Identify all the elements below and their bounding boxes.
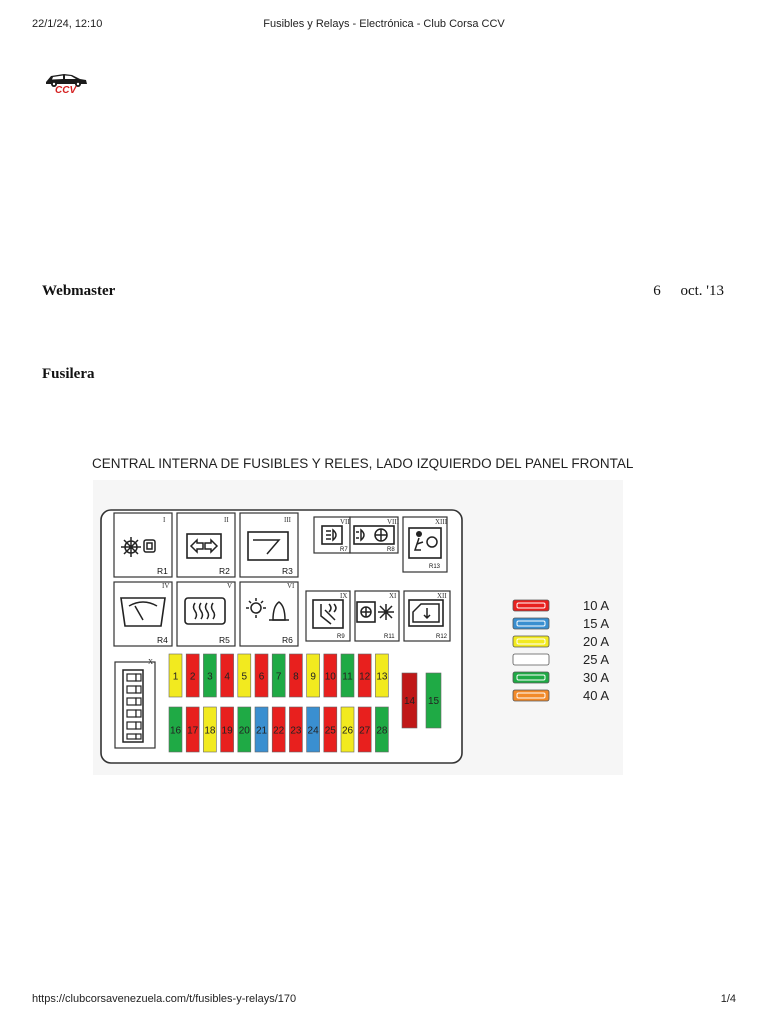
relay-label: R4 (157, 635, 168, 645)
fuse-18 (203, 707, 216, 752)
fuse-box-diagram (93, 480, 623, 775)
legend-label: 15 A (583, 616, 610, 631)
front-wiper-icon (121, 598, 165, 626)
logo-text: CCV (55, 85, 77, 94)
turn-signal-icon (187, 534, 221, 558)
fuse-9 (307, 654, 320, 697)
fuse-16 (169, 707, 182, 752)
relay-label: R5 (219, 635, 230, 645)
fuse-19 (221, 707, 234, 752)
fuse-22 (272, 707, 285, 752)
legend-swatch (513, 654, 549, 665)
fuse-number: 11 (342, 671, 353, 683)
fuse-number: 20 (238, 725, 250, 737)
relay-r5 (177, 582, 235, 646)
fuse-27 (358, 707, 371, 752)
print-url: https://clubcorsavenezuela.com/t/fusibles-y-relays/170 (32, 993, 297, 1005)
print-header (0, 18, 768, 32)
fuse-1 (169, 654, 182, 697)
relay-r1 (114, 513, 172, 577)
fuse-number: 16 (169, 725, 182, 737)
print-datetime: 22/1/24, 12:10 (32, 18, 103, 30)
relay-r4 (114, 582, 172, 646)
fuse-number: 14 (403, 696, 416, 707)
fuse-number: 23 (290, 725, 302, 737)
post-date (653, 283, 724, 300)
fuse-24 (307, 707, 320, 752)
fuse-25 (324, 707, 337, 752)
fuse-23 (289, 707, 302, 752)
fan-light-icon (354, 526, 394, 544)
fuse-21 (255, 707, 268, 752)
relay-r7 (314, 517, 350, 553)
post-author[interactable]: Webmaster (42, 283, 116, 299)
site-logo[interactable] (42, 68, 90, 94)
fuse-2 (186, 654, 199, 697)
fuse-number: 19 (221, 725, 233, 737)
rear-wiper-icon (248, 532, 288, 560)
section-title: Fusilera (42, 366, 95, 382)
relay-label: R11 (384, 634, 395, 640)
fuse-6 (255, 654, 268, 697)
relay-label: R9 (337, 634, 345, 640)
fuse-10 (324, 654, 337, 697)
legend-label: 30 A (583, 670, 610, 685)
legend-label: 20 A (583, 634, 610, 649)
legend-swatch (513, 618, 549, 629)
post-date-day: 6 (653, 283, 661, 299)
post-date-month-year: oct. '13 (680, 283, 724, 299)
relay-roman: I (163, 516, 166, 524)
print-page-number: 1/4 (720, 993, 736, 1005)
car-logo-icon (42, 68, 90, 94)
relay-r12 (404, 591, 450, 641)
relay-label: R1 (157, 566, 168, 576)
fuse-3 (203, 654, 216, 697)
relay-roman: VII (340, 518, 350, 526)
relay-label: R6 (282, 635, 293, 645)
rear-defroster-icon (185, 598, 225, 624)
relay-label: R3 (282, 566, 293, 576)
print-page-title: Fusibles y Relays - Electrónica - Club Corsa CCV (263, 18, 505, 30)
relay-roman: XI (389, 592, 397, 600)
fuse-number: 13 (376, 671, 388, 683)
relay-roman: VIII (387, 518, 400, 526)
relay-label: R8 (387, 547, 395, 553)
relay-roman: V (227, 582, 233, 590)
relay-r8 (350, 517, 400, 553)
relay-r3 (240, 513, 298, 577)
relay-r6 (240, 582, 298, 646)
fuse-number: 17 (187, 725, 199, 737)
fuse-7 (272, 654, 285, 697)
fuse-number: 12 (359, 671, 371, 683)
relay-roman: III (284, 516, 291, 524)
relay-r2 (177, 513, 235, 577)
connector-roman: X (148, 658, 154, 666)
fuse-20 (238, 707, 251, 752)
fuse-8 (289, 654, 302, 697)
relay-label: R2 (219, 566, 230, 576)
airbag-icon (409, 528, 441, 558)
fuse-number: 2 (189, 671, 196, 683)
fuse-11 (341, 654, 354, 697)
relay-roman: VI (287, 582, 295, 590)
relay-r11 (355, 591, 399, 641)
relay-r9 (306, 591, 350, 641)
fuse-number: 5 (241, 671, 248, 683)
legend-swatch (513, 636, 549, 647)
fuse-number: 21 (255, 725, 268, 737)
relay-roman: XIII (435, 518, 448, 526)
fuse-number: 3 (207, 671, 213, 683)
legend-label: 10 A (583, 598, 610, 613)
relay-r13 (403, 517, 448, 572)
relay-roman: XII (437, 592, 447, 600)
fuse-number: 10 (324, 671, 336, 683)
fuse-14 (402, 673, 417, 728)
fuse-number: 7 (275, 671, 282, 683)
fuse-number: 6 (258, 671, 265, 683)
legend-label: 25 A (583, 652, 610, 667)
fuse-28 (375, 707, 388, 752)
legend-swatch (513, 672, 549, 683)
fuse-15 (426, 673, 441, 728)
print-footer (0, 993, 768, 1007)
legend-label: 40 A (583, 688, 610, 703)
relay-label: R12 (436, 634, 448, 640)
fuse-number: 28 (376, 725, 388, 737)
relay-roman: IX (340, 592, 348, 600)
fuse-number: 25 (324, 725, 336, 737)
fuse-4 (221, 654, 234, 697)
fuse-number: 8 (293, 671, 299, 683)
fuse-12 (358, 654, 371, 697)
relay-label: R7 (340, 547, 348, 553)
fuse-number: 15 (427, 696, 440, 707)
legend-swatch (513, 600, 549, 611)
fog-light-icon (322, 526, 342, 544)
fuse-number: 26 (341, 725, 354, 737)
fuse-number: 9 (310, 671, 316, 683)
relay-roman: IV (162, 582, 170, 590)
relay-label: R13 (429, 564, 441, 570)
fuse-number: 24 (307, 725, 319, 737)
fuse-number: 22 (273, 725, 285, 737)
relay-roman: II (224, 516, 229, 524)
fuse-number: 4 (224, 671, 230, 683)
connector-x (115, 658, 155, 748)
fuse-number: 1 (172, 671, 179, 683)
fuse-number: 27 (359, 725, 371, 737)
fuse-5 (238, 654, 251, 697)
fuse-13 (375, 654, 388, 697)
fuse-17 (186, 707, 199, 752)
seat-heater-icon (313, 600, 343, 628)
fuse-26 (341, 707, 354, 752)
diagram-title: CENTRAL INTERNA DE FUSIBLES Y RELES, LADO IZQUIERDO DEL PANEL FRONTAL (92, 456, 634, 471)
legend-swatch (513, 690, 549, 701)
fuse-number: 18 (204, 725, 216, 737)
window-icon (409, 600, 443, 626)
